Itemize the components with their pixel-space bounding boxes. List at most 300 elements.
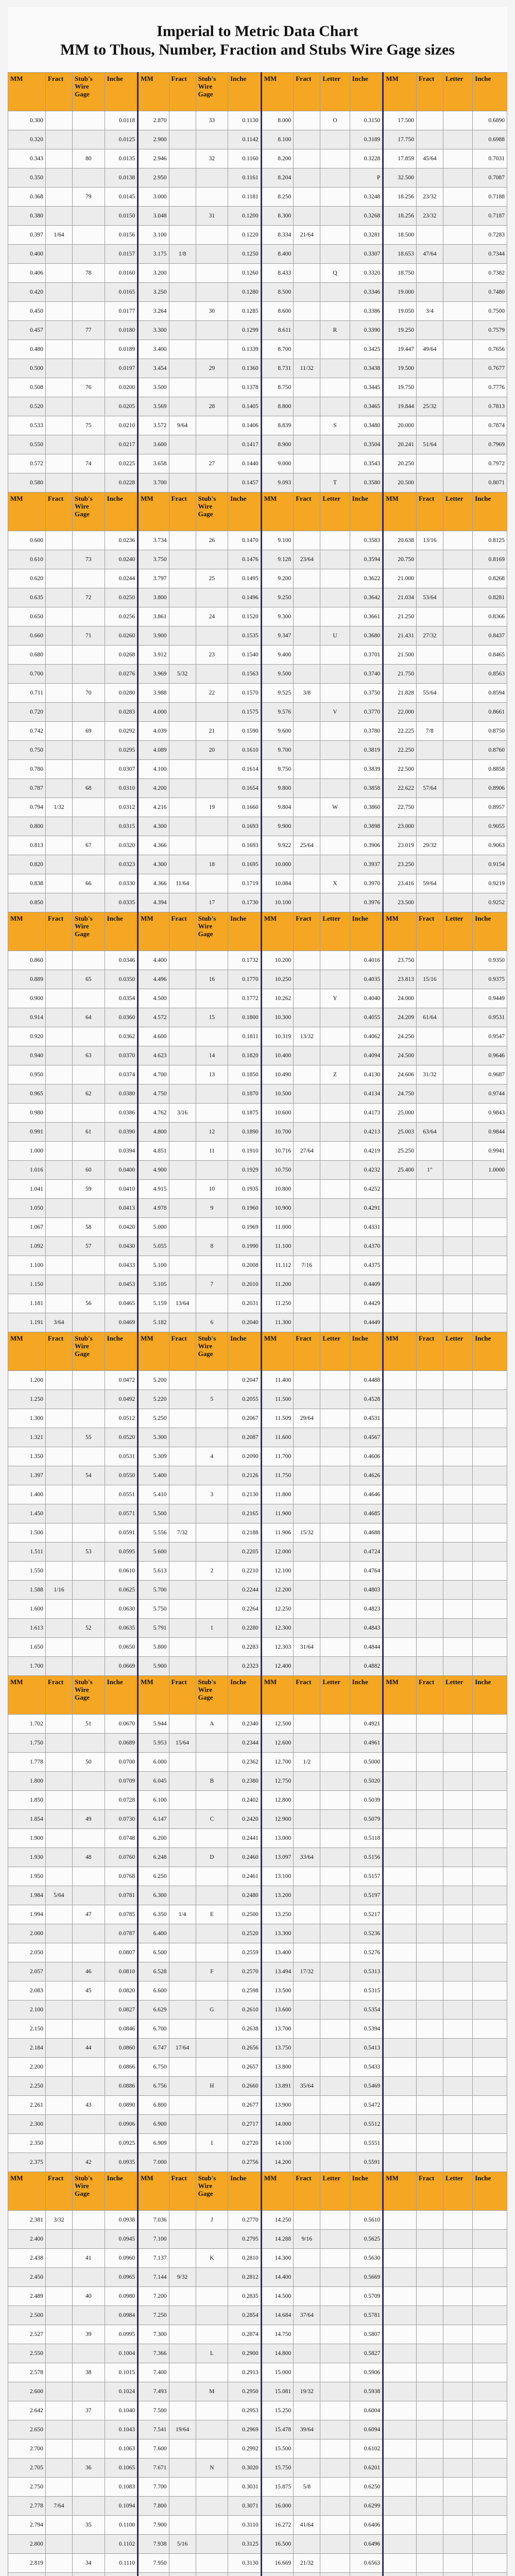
table-row	[8, 1924, 507, 1943]
table-cell	[320, 1829, 350, 1848]
table-cell	[169, 321, 196, 340]
table-cell	[196, 1657, 228, 1676]
table-cell	[383, 2459, 417, 2478]
table-cell	[383, 2363, 417, 2382]
table-cell: 0.0335	[105, 893, 138, 912]
table-cell: 0.2835	[228, 2287, 262, 2306]
table-cell	[294, 1428, 320, 1447]
table-cell: 9.128	[261, 550, 294, 569]
table-row	[8, 2096, 507, 2115]
column-header: MM	[138, 73, 169, 111]
table-cell	[473, 2230, 507, 2249]
table-cell	[320, 722, 350, 741]
table-cell: 0.4488	[350, 1371, 383, 1390]
table-cell: 0.1496	[228, 588, 262, 607]
table-cell: 0.1960	[228, 1199, 262, 1218]
table-cell: 13/64	[169, 1294, 196, 1313]
table-cell	[45, 2344, 72, 2363]
table-cell	[416, 1523, 443, 1543]
table-cell: 10.500	[261, 1084, 294, 1104]
table-row	[8, 951, 507, 970]
table-header-row	[8, 1332, 507, 1371]
table-cell	[196, 283, 228, 302]
table-cell	[294, 1562, 320, 1581]
table-cell	[73, 1275, 105, 1294]
table-cell	[320, 1734, 350, 1753]
table-cell	[73, 1104, 105, 1123]
table-cell: 0.9375	[473, 970, 507, 989]
table-row	[8, 2573, 507, 2576]
table-cell: 0.0160	[105, 264, 138, 283]
table-cell: 0.2380	[228, 1772, 262, 1791]
table-row	[8, 1638, 507, 1657]
table-cell: 0.0150	[105, 207, 138, 226]
table-cell	[196, 2401, 228, 2420]
table-cell	[443, 665, 472, 684]
table-cell	[45, 2039, 72, 2058]
table-row	[8, 1485, 507, 1504]
table-row	[8, 722, 507, 741]
table-cell: 0.533	[8, 416, 46, 435]
table-cell	[320, 1008, 350, 1027]
table-cell: 0.0189	[105, 340, 138, 359]
table-cell	[443, 1829, 472, 1848]
table-cell: 8.611	[261, 321, 294, 340]
table-cell	[169, 1428, 196, 1447]
table-cell	[473, 1313, 507, 1332]
table-cell: 0.4567	[350, 1428, 383, 1447]
table-cell	[443, 226, 472, 245]
table-cell	[294, 1943, 320, 1962]
table-cell	[320, 1905, 350, 1924]
table-cell: 10.262	[261, 989, 294, 1008]
table-cell	[383, 1218, 417, 1237]
column-header: Letter	[320, 2172, 350, 2211]
table-cell: 3.734	[138, 531, 169, 550]
table-cell: G	[196, 2001, 228, 2020]
table-cell	[320, 1180, 350, 1199]
table-cell	[473, 2134, 507, 2153]
column-header: Stub's Wire Gage	[73, 73, 105, 111]
table-cell: 0.0410	[105, 1180, 138, 1199]
table-cell	[320, 1237, 350, 1256]
table-cell: 8	[196, 1237, 228, 1256]
table-cell	[196, 2230, 228, 2249]
table-cell: 6.350	[138, 1905, 169, 1924]
table-cell	[473, 1715, 507, 1734]
table-cell: 0.1910	[228, 1142, 262, 1161]
table-cell	[196, 1256, 228, 1275]
table-cell: 11.700	[261, 1447, 294, 1466]
table-cell: 24.209	[383, 1008, 417, 1027]
table-row	[8, 1867, 507, 1886]
table-cell: 0.950	[8, 1065, 46, 1084]
table-cell	[416, 2001, 443, 2020]
table-cell	[416, 817, 443, 836]
table-cell	[73, 2344, 105, 2363]
table-cell: 2.550	[8, 2344, 46, 2363]
table-cell: 6.600	[138, 1981, 169, 2001]
table-cell	[294, 416, 320, 435]
table-cell: 2.650	[8, 2420, 46, 2439]
table-cell: 0.4429	[350, 1294, 383, 1313]
table-cell: 0.572	[8, 454, 46, 473]
table-cell	[169, 130, 196, 149]
table-cell	[443, 588, 472, 607]
table-cell	[320, 1142, 350, 1161]
table-cell: 9.525	[261, 684, 294, 703]
table-cell: 0.742	[8, 722, 46, 741]
table-cell: 43	[73, 2096, 105, 2115]
table-cell: 0.4134	[350, 1084, 383, 1104]
table-cell	[294, 2573, 320, 2576]
table-cell: 11.250	[261, 1294, 294, 1313]
column-header: Fract	[169, 1676, 196, 1715]
table-cell: 15/64	[169, 1734, 196, 1753]
table-cell	[45, 1199, 72, 1218]
table-cell	[196, 1924, 228, 1943]
table-cell: 0.6406	[350, 2516, 383, 2535]
table-cell: 15.478	[261, 2420, 294, 2439]
table-cell	[45, 1734, 72, 1753]
table-cell	[45, 1753, 72, 1772]
table-cell: 2.946	[138, 149, 169, 168]
table-cell: 0.1200	[228, 207, 262, 226]
table-cell: 1.854	[8, 1810, 46, 1829]
table-cell	[383, 2516, 417, 2535]
table-cell	[169, 855, 196, 874]
table-cell	[443, 817, 472, 836]
table-cell: 0.0938	[105, 2211, 138, 2230]
table-cell: 2.600	[8, 2382, 46, 2401]
table-cell: 0.9449	[473, 989, 507, 1008]
column-header: MM	[8, 1676, 46, 1715]
table-cell: 6.900	[138, 2115, 169, 2134]
table-cell: 11/32	[294, 359, 320, 378]
table-row	[8, 1886, 507, 1905]
table-cell: 0.3110	[228, 2516, 262, 2535]
table-cell	[73, 435, 105, 454]
table-cell: 0.0370	[105, 1046, 138, 1065]
table-cell	[294, 798, 320, 817]
table-cell	[196, 1638, 228, 1657]
column-header: Inche	[228, 912, 262, 951]
table-cell	[383, 2306, 417, 2325]
table-cell	[416, 2382, 443, 2401]
table-cell	[320, 340, 350, 359]
table-cell: 0.610	[8, 550, 46, 569]
table-cell: 0.8661	[473, 703, 507, 722]
table-cell: 3.264	[138, 302, 169, 321]
table-cell	[196, 703, 228, 722]
table-cell: 73	[73, 550, 105, 569]
table-cell	[45, 1237, 72, 1256]
table-cell: 1.500	[8, 1523, 46, 1543]
table-cell: 0.1043	[105, 2420, 138, 2439]
table-cell: 0.0995	[105, 2325, 138, 2344]
table-cell	[294, 130, 320, 149]
table-cell	[45, 2478, 72, 2497]
table-cell: 24.500	[383, 1046, 417, 1065]
table-row	[8, 473, 507, 493]
table-cell	[169, 722, 196, 741]
table-cell: 0.3780	[350, 722, 383, 741]
table-cell: 12	[196, 1123, 228, 1142]
table-cell: 2.375	[8, 2153, 46, 2172]
table-cell: 12.250	[261, 1600, 294, 1619]
table-cell: 35	[73, 2516, 105, 2535]
table-cell	[383, 1772, 417, 1791]
table-cell	[320, 1791, 350, 1810]
table-cell	[473, 2516, 507, 2535]
table-row	[8, 359, 507, 378]
table-cell	[294, 264, 320, 283]
table-cell	[473, 1466, 507, 1485]
table-cell: 0.3622	[350, 569, 383, 588]
table-cell: 0.3858	[350, 779, 383, 798]
table-cell: 0.0925	[105, 2134, 138, 2153]
table-cell: 0.5472	[350, 2096, 383, 2115]
table-cell: 4.100	[138, 760, 169, 779]
table-cell: 0.9252	[473, 893, 507, 912]
table-cell: 0.5625	[350, 2230, 383, 2249]
table-cell	[383, 2497, 417, 2516]
column-header: Fract	[416, 73, 443, 111]
table-cell	[45, 569, 72, 588]
table-cell: 0.580	[8, 473, 46, 493]
table-cell: 0.1102	[105, 2535, 138, 2554]
table-cell	[416, 1924, 443, 1943]
table-cell	[473, 1810, 507, 1829]
table-cell: 0.0276	[105, 665, 138, 684]
table-cell: 0.1142	[228, 130, 262, 149]
table-cell	[73, 168, 105, 188]
table-cell: 7.144	[138, 2268, 169, 2287]
table-row	[8, 1313, 507, 1332]
table-cell: 0.550	[8, 435, 46, 454]
table-cell: 0.3071	[228, 2497, 262, 2516]
table-cell: 0.794	[8, 798, 46, 817]
table-cell: 3.861	[138, 607, 169, 626]
table-cell: 0.5610	[350, 2211, 383, 2230]
table-cell: 18.750	[383, 264, 417, 283]
table-cell: 5/64	[45, 1886, 72, 1905]
table-cell: 4.216	[138, 798, 169, 817]
table-cell: 2.578	[8, 2363, 46, 2382]
table-cell	[443, 722, 472, 741]
table-row	[8, 1199, 507, 1218]
table-cell	[294, 1981, 320, 2001]
table-cell	[294, 168, 320, 188]
table-cell	[320, 1390, 350, 1409]
table-cell	[473, 1199, 507, 1218]
table-cell	[169, 2401, 196, 2420]
table-cell	[45, 1829, 72, 1848]
table-cell	[294, 874, 320, 893]
table-cell: 0.0730	[105, 1810, 138, 1829]
table-cell	[443, 416, 472, 435]
table-cell	[443, 188, 472, 207]
table-row	[8, 1791, 507, 1810]
table-cell: 0.4606	[350, 1447, 383, 1466]
table-cell	[294, 1772, 320, 1791]
table-cell: 3.000	[138, 188, 169, 207]
table-cell	[443, 2115, 472, 2134]
table-cell: 11.509	[261, 1409, 294, 1428]
table-cell: 6.629	[138, 2001, 169, 2020]
table-cell: 1.588	[8, 1581, 46, 1600]
table-row	[8, 2230, 507, 2249]
table-cell: 16.000	[261, 2497, 294, 2516]
table-cell: 23/64	[294, 550, 320, 569]
table-cell: 0.1520	[228, 607, 262, 626]
table-cell	[443, 1772, 472, 1791]
table-cell	[169, 2134, 196, 2153]
table-cell: 39/64	[294, 2420, 320, 2439]
table-cell: 0.2087	[228, 1428, 262, 1447]
table-cell	[320, 2096, 350, 2115]
table-cell: 0.7656	[473, 340, 507, 359]
column-header: Inche	[473, 1332, 507, 1371]
column-header: Fract	[45, 1332, 72, 1371]
table-cell: 0.0886	[105, 2077, 138, 2096]
table-cell: 0.1260	[228, 264, 262, 283]
column-header: Inche	[228, 1676, 262, 1715]
table-cell	[320, 1619, 350, 1638]
table-cell: 0.2795	[228, 2230, 262, 2249]
table-cell	[416, 2058, 443, 2077]
table-cell	[320, 1161, 350, 1180]
table-cell	[294, 2287, 320, 2306]
table-cell	[294, 2211, 320, 2230]
table-row	[8, 1084, 507, 1104]
table-cell	[416, 1313, 443, 1332]
table-cell	[320, 2516, 350, 2535]
table-cell	[320, 2363, 350, 2382]
table-cell	[196, 779, 228, 798]
table-cell	[416, 2020, 443, 2039]
table-cell: 10.800	[261, 1180, 294, 1199]
table-cell	[169, 264, 196, 283]
table-cell	[320, 2039, 350, 2058]
table-cell	[294, 607, 320, 626]
table-cell	[169, 2020, 196, 2039]
table-cell	[416, 2497, 443, 2516]
table-row	[8, 1734, 507, 1753]
table-cell: 13	[196, 1065, 228, 1084]
table-cell: 14.200	[261, 2153, 294, 2172]
table-cell: 1/8	[169, 245, 196, 264]
table-cell: 0.3248	[350, 188, 383, 207]
column-header: Stub's Wire Gage	[196, 912, 228, 951]
table-row	[8, 874, 507, 893]
table-cell: 0.6250	[350, 2478, 383, 2497]
table-cell	[73, 1199, 105, 1218]
column-header: Inche	[228, 493, 262, 531]
table-cell: 8.600	[261, 302, 294, 321]
table-cell	[196, 2439, 228, 2459]
table-cell: 0.0312	[105, 798, 138, 817]
table-cell	[45, 1810, 72, 1829]
table-cell: 32.500	[383, 168, 417, 188]
table-cell	[294, 2039, 320, 2058]
table-cell: 23.416	[383, 874, 417, 893]
table-cell: 0.6004	[350, 2401, 383, 2420]
table-cell: 0.3583	[350, 531, 383, 550]
table-cell: 0.0374	[105, 1065, 138, 1084]
table-cell: J	[196, 2211, 228, 2230]
table-cell	[294, 2096, 320, 2115]
table-cell	[169, 1466, 196, 1485]
table-cell	[45, 722, 72, 741]
table-cell: 5.220	[138, 1390, 169, 1409]
table-cell	[73, 1886, 105, 1905]
table-cell	[473, 1829, 507, 1848]
table-row	[8, 2211, 507, 2230]
table-cell	[169, 1275, 196, 1294]
table-cell	[416, 1180, 443, 1199]
table-cell: 0.787	[8, 779, 46, 798]
table-cell: 0.2244	[228, 1581, 262, 1600]
table-cell: 2.642	[8, 2401, 46, 2420]
table-cell: 5.400	[138, 1466, 169, 1485]
table-cell: 0.4219	[350, 1142, 383, 1161]
table-cell	[443, 1180, 472, 1199]
table-cell: 0.6102	[350, 2439, 383, 2459]
table-cell: 0.1015	[105, 2363, 138, 2382]
table-cell	[169, 760, 196, 779]
table-cell: 0.4449	[350, 1313, 383, 1332]
table-cell: 22.622	[383, 779, 417, 798]
table-cell: 0.0531	[105, 1447, 138, 1466]
table-row	[8, 111, 507, 130]
table-cell	[443, 951, 472, 970]
table-cell	[320, 378, 350, 397]
table-cell: 0.5118	[350, 1829, 383, 1848]
table-cell: 23	[196, 646, 228, 665]
table-cell	[294, 302, 320, 321]
table-cell	[294, 1447, 320, 1466]
table-cell	[45, 2401, 72, 2420]
table-cell	[416, 1371, 443, 1390]
table-cell: 0.3976	[350, 893, 383, 912]
table-cell: 0.0625	[105, 1581, 138, 1600]
table-cell: 45	[73, 1981, 105, 2001]
table-row	[8, 760, 507, 779]
table-cell: 6.250	[138, 1867, 169, 1886]
table-cell: 0.1850	[228, 1065, 262, 1084]
table-cell: 31/32	[416, 1065, 443, 1084]
table-row	[8, 168, 507, 188]
table-row	[8, 2039, 507, 2058]
column-header: Fract	[169, 1332, 196, 1371]
table-cell: 18.256	[383, 207, 417, 226]
table-cell	[320, 1199, 350, 1218]
table-cell: 0.2950	[228, 2382, 262, 2401]
table-cell: 7.300	[138, 2325, 169, 2344]
table-cell: 0.4252	[350, 1180, 383, 1199]
table-cell: 7.671	[138, 2459, 169, 2478]
table-cell	[45, 1962, 72, 1981]
table-cell	[416, 2344, 443, 2363]
table-cell: 67	[73, 836, 105, 855]
table-row	[8, 2382, 507, 2401]
table-row	[8, 2554, 507, 2573]
column-header: Stub's Wire Gage	[73, 493, 105, 531]
table-cell: 0.9744	[473, 1084, 507, 1104]
table-cell: 68	[73, 779, 105, 798]
table-cell	[45, 245, 72, 264]
